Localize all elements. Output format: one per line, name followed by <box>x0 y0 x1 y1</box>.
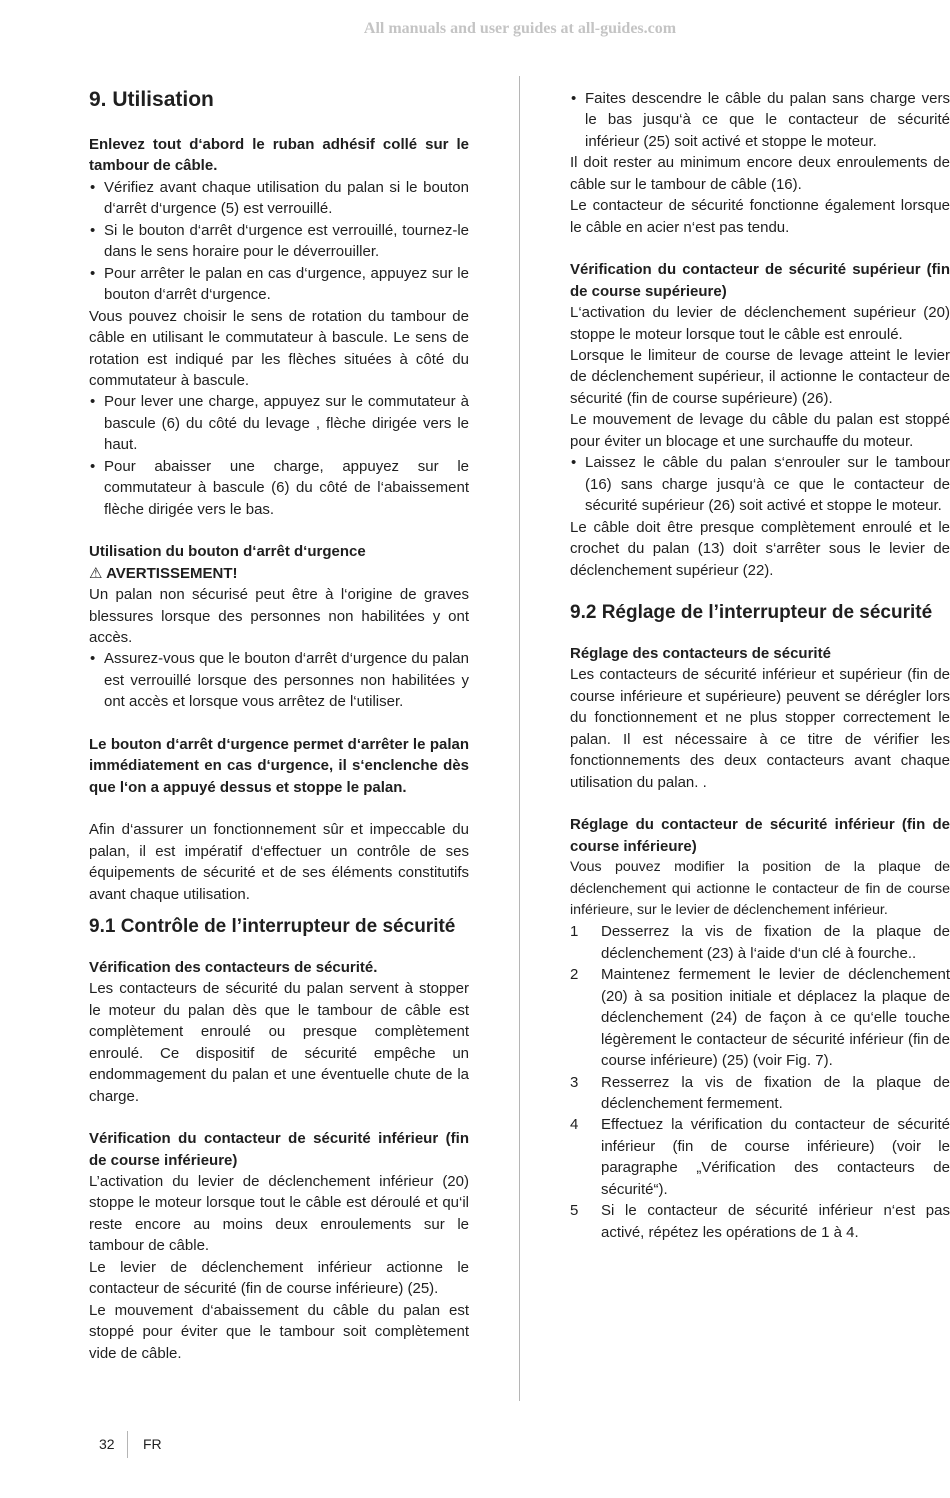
paragraph-upper-1: L‘activation du levier de déclenchement supérieur (20) stoppe le moteur lorsque tout le câble est enroulé. <box>570 304 950 343</box>
list-item: • Si le bouton d‘arrêt d‘urgence est verrouillé, tournez-le dans le sens horaire pour le déverrouiller. <box>89 220 469 263</box>
paragraph-windings: Il doit rester au minimum encore deux enroulements de câble sur le tambour de câble (16). <box>570 154 950 193</box>
subheading-lower-switch: Vérification du contacteur de sécurité inférieur (fin de course inférieure) <box>89 1130 469 1169</box>
subheading-emergency: Utilisation du bouton d‘arrêt d‘urgence <box>89 543 366 561</box>
list-item: • Pour arrêter le palan en cas d‘urgence, appuyez sur le bouton d‘arrêt d‘urgence. <box>89 263 469 306</box>
bullet-list-lift <box>89 391 469 520</box>
list-item: • Vérifiez avant chaque utilisation du palan si le bouton d‘arrêt d‘urgence (5) est verrouillé. <box>89 177 469 220</box>
right-column <box>570 88 950 1243</box>
list-item: • Pour lever une charge, appuyez sur le commutateur à bascule (6) du côté du levage , flèche dirigée vers le haut. <box>89 391 469 455</box>
section-title-9: 9. Utilisation <box>89 88 214 111</box>
section-title-9-1: 9.1 Contrôle de l’interrupteur de sécurité <box>89 915 456 937</box>
paragraph-upper-2: Lorsque le limiteur de course de levage atteint le levier de déclenchement supérieur, il actionne le contacteur de sécurité (fin de course supérieure) (26). <box>570 346 950 407</box>
step-number: 5 <box>570 1202 579 1220</box>
list-item: • Pour abaisser une charge, appuyez sur le commutateur à bascule (6) du côté de l‘abaissement flèche dirigée vers le bas. <box>89 456 469 520</box>
warning-icon: ⚠ <box>89 564 103 582</box>
bullet-list-upper-test <box>570 452 950 516</box>
step-item <box>570 1200 950 1243</box>
paragraph-lower-1: L’activation du levier de déclenchement inférieur (20) stoppe le moteur lorsque tout le câble est déroulé et qu‘il reste encore au moins deux enroulements sur le tambour de câble. <box>89 1173 469 1255</box>
watermark: All manuals and user guides at all-guides.com <box>363 20 677 37</box>
step-text: Resserrez la vis de fixation de la plaque de déclenchement fermement. <box>601 1073 950 1113</box>
bullet-list-warning <box>89 648 469 712</box>
list-item: • Faites descendre le câble du palan sans charge vers le bas jusqu‘à ce que le contacteur de sécurité inférieur (25) soit activé et stoppe le moteur. <box>570 88 950 152</box>
paragraph-slack-cable: Le contacteur de sécurité fonctionne également lorsque le câble en acier n‘est pas tendu. <box>570 197 950 236</box>
emergency-button-note: Le bouton d‘arrêt d‘urgence permet d‘arrêter le palan immédiatement en cas d‘urgence, il s‘enclenche dès que l‘on a appuyé dessus et stoppe le palan. <box>89 735 469 796</box>
footer-divider <box>127 1431 128 1458</box>
language-code: FR <box>143 1436 162 1452</box>
subheading-adjustment: Réglage des contacteurs de sécurité <box>570 644 831 662</box>
numbered-steps <box>570 921 950 1243</box>
left-column <box>89 88 469 1364</box>
step-text: Si le contacteur de sécurité inférieur n‘est pas activé, répétez les opérations de 1 à 4. <box>601 1202 950 1241</box>
bullet-list-checks <box>89 177 469 306</box>
paragraph-verification: Les contacteurs de sécurité du palan servent à stopper le moteur du palan dès que le tambour de câble est complètement enroulé ou presque complètement enroulé. Ce dispositif de sécurité empêche un endommagement du palan et une éventuelle chute de la charge. <box>89 980 469 1105</box>
warning-heading <box>89 563 469 584</box>
paragraph-upper-4: Le câble doit être presque complètement enroulé et le crochet du palan (13) doit s‘arrêter sous le levier de déclenchement supérieur (22). <box>570 518 950 579</box>
intro-instruction: Enlevez tout d‘abord le ruban adhésif collé sur le tambour de câble. <box>89 136 469 175</box>
step-item <box>570 1114 950 1200</box>
list-item: • Laissez le câble du palan s‘enrouler sur le tambour (16) sans charge jusqu‘à ce que le contacteur de sécurité supérieur (26) soit activé et stoppe le moteur. <box>570 452 950 516</box>
step-item <box>570 1072 950 1115</box>
section-title-9-2: 9.2 Réglage de l’interrupteur de sécurité <box>570 601 933 623</box>
subheading-upper-switch: Vérification du contacteur de sécurité supérieur (fin de course supérieure) <box>570 261 950 300</box>
step-item <box>570 921 950 964</box>
paragraph-adjustment: Les contacteurs de sécurité inférieur et supérieur (fin de course inférieure et supérieure) peuvent se dérégler lors du fonctionnement et ne plus stopper correctement le palan. Il est nécessaire à ce titre de vérifier les fonctionnements des deux contacteurs avant chaque utilisation du palan. . <box>570 666 950 791</box>
paragraph-rotation: Vous pouvez choisir le sens de rotation du tambour de câble en utilisant le commutateur à bascule. Le sens de rotation est indiqué par les flèches situées à côté du commutateur à bascule. <box>89 307 469 389</box>
paragraph-upper-3: Le mouvement de levage du câble du palan est stoppé pour éviter un blocage et une surchauffe du moteur. <box>570 411 950 450</box>
paragraph-lower-adjustment: Vous pouvez modifier la position de la plaque de déclenchement qui actionne le contacteur de fin de course inférieure, sur le levier de déclenchement inférieur. <box>570 859 950 918</box>
paragraph-lower-2: Le levier de déclenchement inférieur actionne le contacteur de sécurité (fin de course inférieure) (25). <box>89 1258 469 1298</box>
step-text: Maintenez fermement le levier de déclenchement (20) à sa position initiale et déplacez la plaque de déclenchement (24) de façon à ce qu‘elle touche légèrement le contacteur de sécurité inférieur (fin de course inférieure) (25) (voir Fig. 7). <box>601 966 950 1070</box>
column-divider <box>519 76 520 1401</box>
page-number: 32 <box>99 1436 115 1452</box>
warning-text: Un palan non sécurisé peut être à l‘origine de graves blessures lorsque des personnes non habilitées y ont accès. <box>89 586 469 646</box>
step-text: Desserrez la vis de fixation de la plaque de déclenchement (23) à l‘aide d‘un clé à fourche.. <box>601 923 950 962</box>
subheading-verification: Vérification des contacteurs de sécurité. <box>89 958 378 976</box>
subheading-lower-adjustment: Réglage du contacteur de sécurité inférieur (fin de course inférieure) <box>570 816 950 855</box>
warning-label: AVERTISSEMENT! <box>106 564 238 582</box>
paragraph-lower-3: Le mouvement d‘abaissement du câble du palan est stoppé pour éviter que le tambour soit complètement vide de câble. <box>89 1301 469 1362</box>
step-number: 4 <box>570 1116 579 1134</box>
list-item: • Assurez-vous que le bouton d‘arrêt d‘urgence du palan est verrouillé lorsque des personnes non habilitées y ont accès et lorsque vous arrêtez de l‘utiliser. <box>89 648 469 712</box>
step-text: Effectuez la vérification du contacteur de sécurité inférieur (fin de course inférieure) (voir le paragraphe „Vérification des contacteurs de sécurité“). <box>601 1116 950 1198</box>
step-number: 2 <box>570 966 579 984</box>
bullet-list-lower-test <box>570 88 950 152</box>
step-number: 1 <box>570 923 579 941</box>
step-item <box>570 964 950 1071</box>
paragraph-safety-check: Afin d‘assurer un fonctionnement sûr et impeccable du palan, il est impératif d‘effectuer un contrôle de ses équipements de sécurité et de ses éléments constitutifs avant chaque utilisation. <box>89 821 469 903</box>
step-number: 3 <box>570 1073 579 1091</box>
